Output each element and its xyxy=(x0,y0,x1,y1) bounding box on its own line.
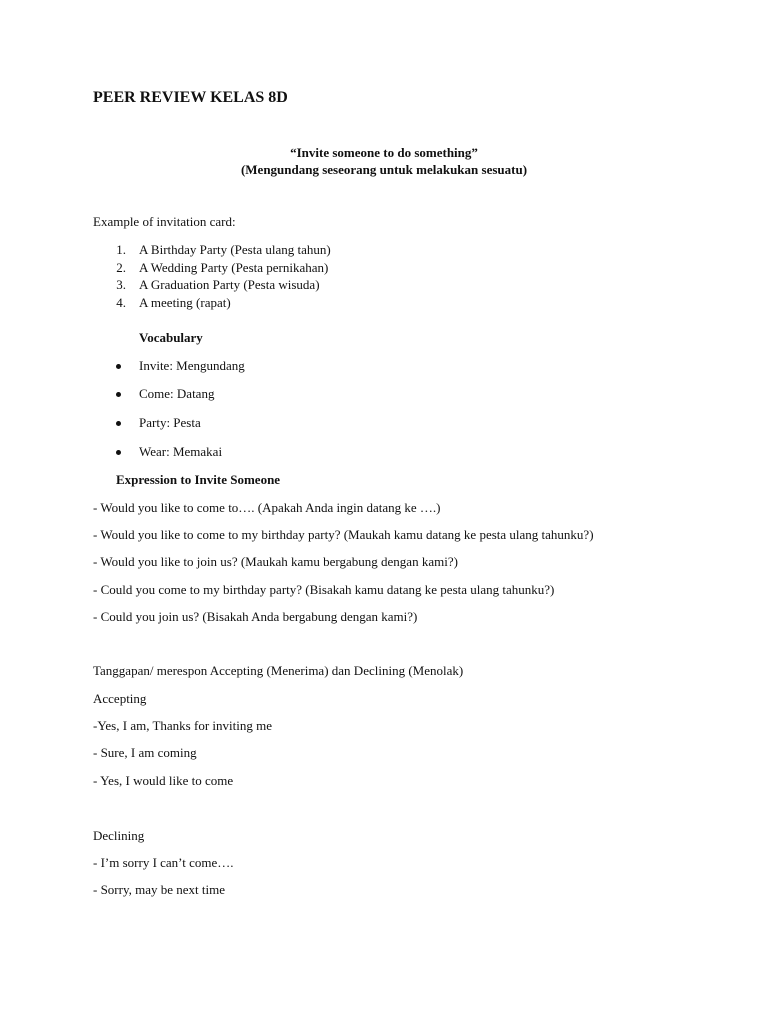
list-item: A Graduation Party (Pesta wisuda) xyxy=(139,277,320,292)
bullet-icon xyxy=(116,392,121,397)
expression-item: - Could you come to my birthday party? (Bisakah kamu datang ke pesta ulang tahunku?) xyxy=(93,582,555,597)
expression-item: - Would you like to join us? (Maukah kamu bergabung dengan kami?) xyxy=(93,554,458,569)
declining-heading: Declining xyxy=(93,828,145,843)
accepting-item: - Sure, I am coming xyxy=(93,745,197,760)
declining-item: - I’m sorry I can’t come…. xyxy=(93,855,234,870)
expression-item: - Would you like to come to…. (Apakah Anda ingin datang ke ….) xyxy=(93,500,441,515)
vocabulary-item: Party: Pesta xyxy=(139,415,201,430)
vocabulary-item: Come: Datang xyxy=(139,386,215,401)
example-heading: Example of invitation card: xyxy=(93,214,236,229)
expression-item: - Would you like to come to my birthday party? (Maukah kamu datang ke pesta ulang tahunku?) xyxy=(93,527,594,542)
list-number: 1. xyxy=(116,242,126,257)
vocabulary-heading: Vocabulary xyxy=(139,330,203,345)
bullet-icon xyxy=(116,364,121,369)
list-item: A Birthday Party (Pesta ulang tahun) xyxy=(139,242,331,257)
response-intro: Tanggapan/ merespon Accepting (Menerima) dan Declining (Menolak) xyxy=(93,663,464,678)
list-number: 3. xyxy=(116,277,126,292)
vocabulary-item: Invite: Mengundang xyxy=(139,358,245,373)
document-title: PEER REVIEW KELAS 8D xyxy=(93,89,288,106)
list-number: 4. xyxy=(116,295,126,310)
subtitle-line-1: “Invite someone to do something” xyxy=(290,145,478,160)
list-item: A meeting (rapat) xyxy=(139,295,231,310)
declining-item: - Sorry, may be next time xyxy=(93,882,226,897)
expression-item: - Could you join us? (Bisakah Anda bergabung dengan kami?) xyxy=(93,609,418,624)
accepting-heading: Accepting xyxy=(93,691,147,706)
accepting-item: -Yes, I am, Thanks for inviting me xyxy=(93,718,272,733)
bullet-icon xyxy=(116,421,121,426)
expression-heading: Expression to Invite Someone xyxy=(116,472,281,487)
vocabulary-item: Wear: Memakai xyxy=(139,444,223,459)
list-item: A Wedding Party (Pesta pernikahan) xyxy=(139,260,329,275)
bullet-icon xyxy=(116,450,121,455)
accepting-item: - Yes, I would like to come xyxy=(93,773,234,788)
list-number: 2. xyxy=(116,260,126,275)
subtitle-line-2: (Mengundang seseorang untuk melakukan sesuatu) xyxy=(240,162,528,177)
